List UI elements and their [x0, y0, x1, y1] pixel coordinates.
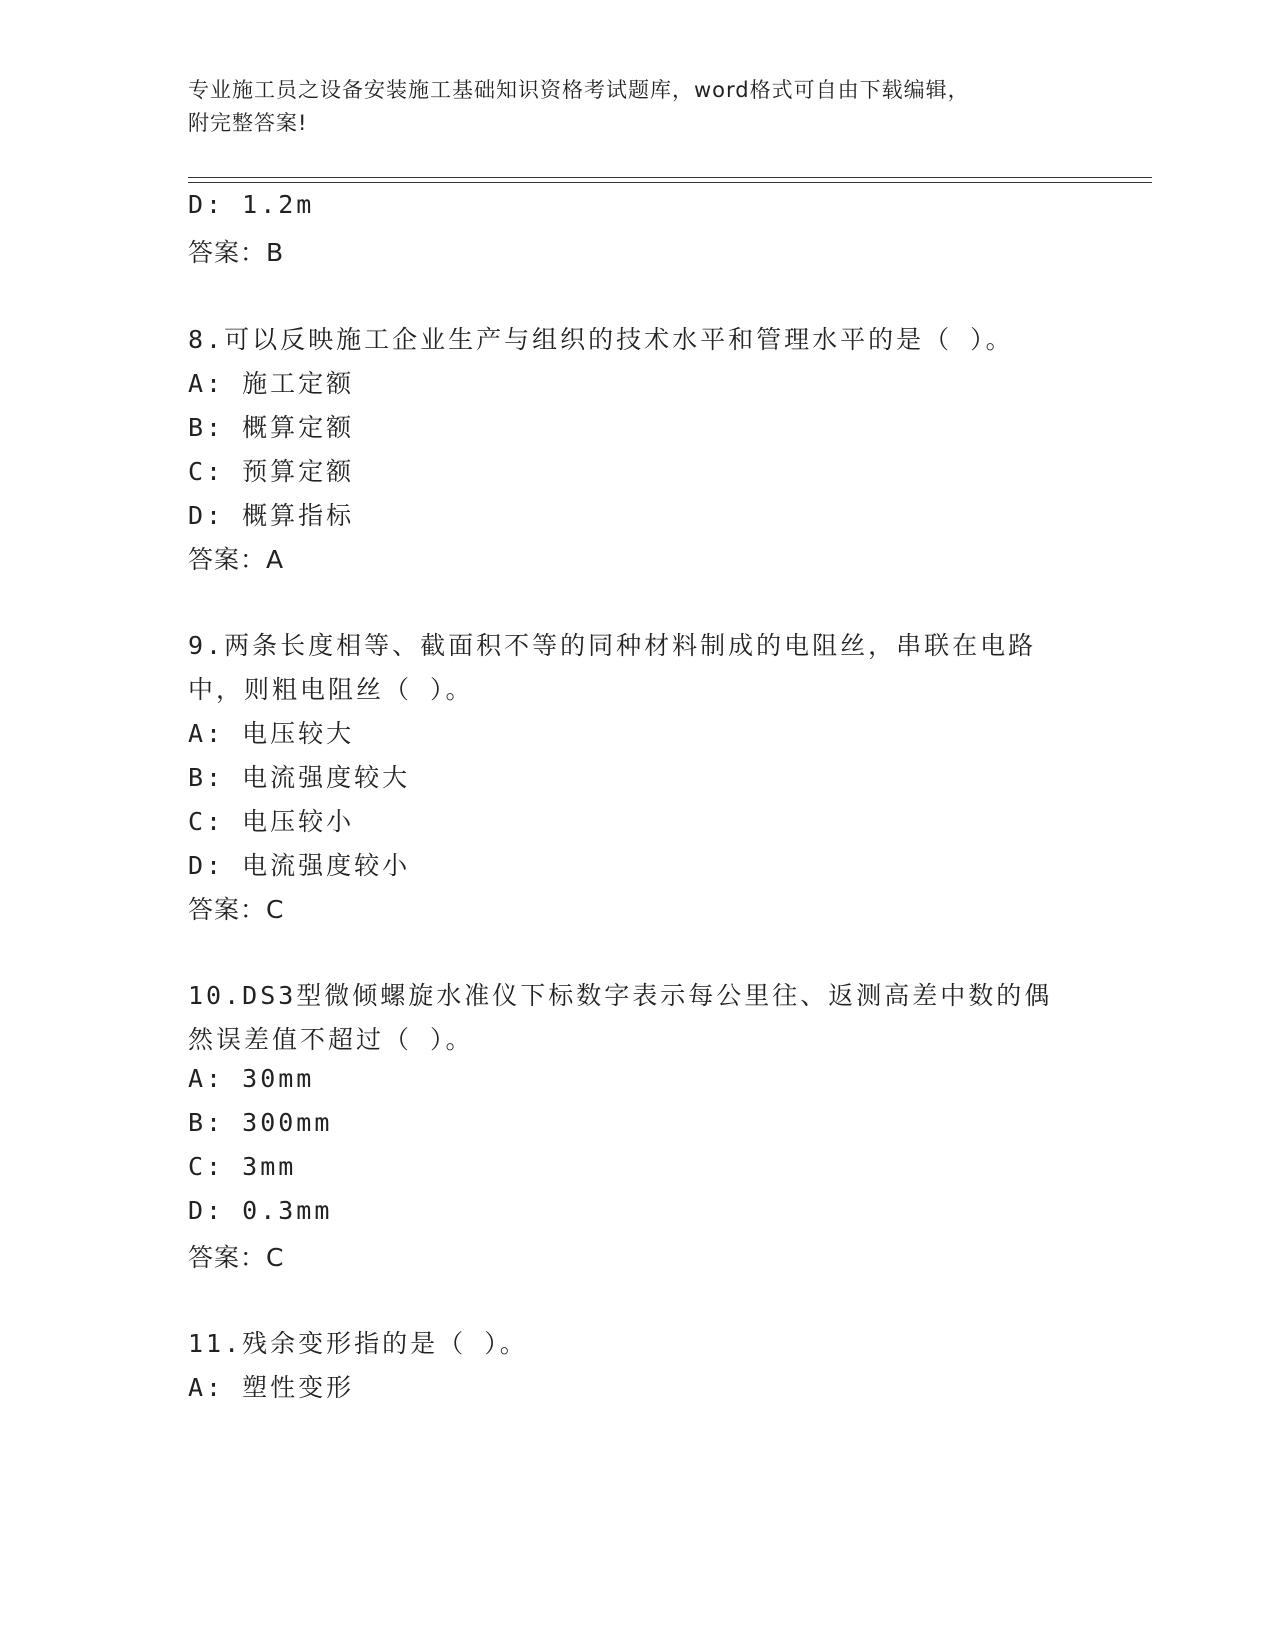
q11-option-a: A: 塑性变形: [188, 1373, 355, 1402]
q10-option-b: B: 300mm: [188, 1108, 333, 1137]
header-line-1: 专业施工员之设备安装施工基础知识资格考试题库，word格式可自由下载编辑，: [188, 78, 970, 102]
q10-option-d: D: 0.3mm: [188, 1196, 333, 1225]
q9-option-a: A: 电压较大: [188, 719, 355, 748]
q8-option-a: A: 施工定额: [188, 369, 355, 398]
q9-option-d: D: 电流强度较小: [188, 851, 411, 880]
q11-stem: 11.残余变形指的是（ ）。: [188, 1329, 528, 1358]
header-divider-bottom: [188, 182, 1152, 183]
header-divider-top: [188, 177, 1152, 178]
q9-answer: 答案：C: [188, 895, 285, 924]
header-line-2: 附完整答案!: [188, 111, 308, 135]
q9-option-c: C: 电压较小: [188, 807, 355, 836]
q10-option-a: A: 30mm: [188, 1064, 315, 1093]
q8-stem: 8.可以反映施工企业生产与组织的技术水平和管理水平的是（ ）。: [188, 325, 1014, 354]
q9-option-b: B: 电流强度较大: [188, 763, 411, 792]
document-header: [188, 74, 1068, 140]
q8-answer: 答案：A: [188, 545, 285, 574]
q8-option-d: D: 概算指标: [188, 501, 355, 530]
q8-option-b: B: 概算定额: [188, 413, 355, 442]
q8-option-c: C: 预算定额: [188, 457, 355, 486]
q9-stem-line-1: 9.两条长度相等、截面积不等的同种材料制成的电阻丝，串联在电路: [188, 631, 1037, 660]
q10-stem-line-1: 10.DS3型微倾螺旋水准仪下标数字表示每公里往、返测高差中数的偶: [188, 981, 1053, 1010]
q10-option-c: C: 3mm: [188, 1152, 297, 1181]
q10-stem-line-2: 然误差值不超过（ ）。: [188, 1025, 474, 1054]
prev-answer: 答案：B: [188, 238, 285, 267]
q10-answer: 答案：C: [188, 1243, 285, 1272]
q9-stem-line-2: 中，则粗电阻丝（ ）。: [188, 675, 474, 704]
prev-option-d: D: 1.2m: [188, 190, 315, 219]
